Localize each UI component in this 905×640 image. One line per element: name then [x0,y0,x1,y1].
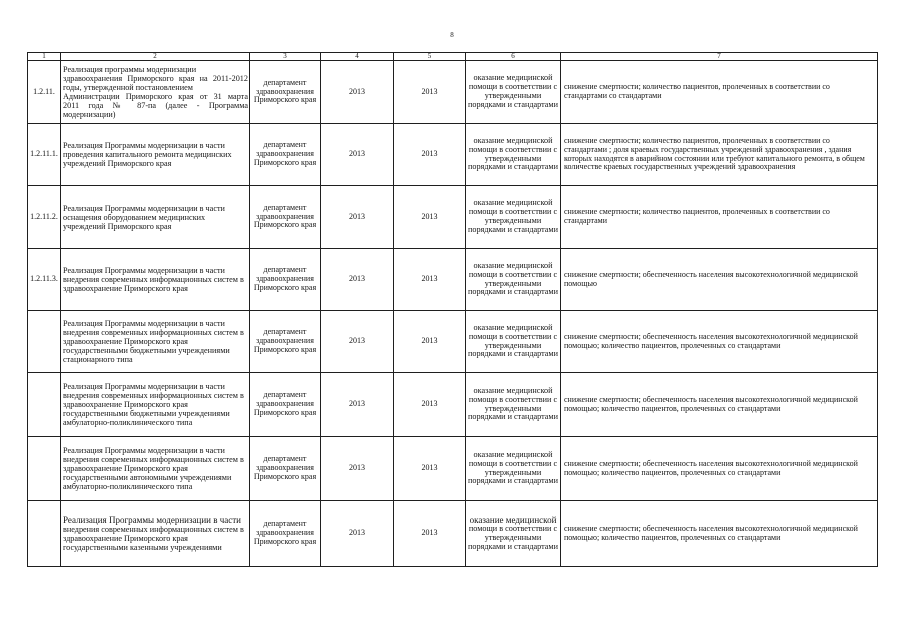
cell-text-line: внедрения современных информационных систем в [63,328,244,337]
cell-text-line: помощью; количество пациентов, пролеченных со стандартами [564,403,781,413]
cell-text-line: снижение смертности; количество пациентов, пролеченных в соответствии со [564,135,830,145]
executor-cell [250,61,321,124]
cell-text-line: помощью; количество пациентов, пролеченных со стандартами [564,467,781,477]
year-cell: 2013 [321,124,394,186]
cell-text-line: утвержденными [484,340,542,350]
outcome-cell [466,249,561,311]
cell-text-line: оказание медицинской [473,385,553,395]
indicators-cell [561,186,878,249]
cell-text-line: здравоохранения [256,211,314,221]
year-cell: 2013 [394,124,466,186]
cell-text-line: Приморского края [253,471,317,481]
cell-text-line: учреждений Приморского края [63,159,172,168]
cell-text-line: департамент [263,140,307,150]
executor-cell [250,373,321,437]
cell-text-line: снижение смертности; обеспеченность населения высокотехнологичной медицинской [564,331,858,341]
cell-text-line: Реализация Программы модернизации в части [63,446,225,455]
cell-text-line: оказание медицинской [473,135,553,145]
executor-cell [250,249,321,311]
item-number-cell [28,373,61,437]
measure-cell [61,186,250,249]
cell-text-line: Приморского края [253,220,317,230]
year-cell: 2013 [394,249,466,311]
year-cell: 2013 [321,373,394,437]
table-row [28,311,878,373]
measure-cell [61,437,250,501]
cell-text-line: здравоохранения [256,336,314,346]
indicators-cell [561,373,878,437]
cell-text-line: количестве краевых государственных учреждений здравоохранения [564,162,796,172]
outcome-cell [466,61,561,124]
cell-text-line: порядками и стандартами [467,99,558,109]
cell-text-line: проведения капитального ремонта медицинских [63,150,232,159]
executor-cell [250,437,321,501]
cell-text-line: порядками и стандартами [467,162,558,172]
cell-text-line: Приморского края [253,536,317,546]
cell-text-line: Администрации Приморского края от 31 марта [63,92,248,101]
cell-text-line: утвержденными [484,403,542,413]
cell-text-line: утвержденными [484,533,542,543]
cell-text-line: департамент [263,390,307,400]
cell-text-line: оснащения оборудованием медицинских [63,212,206,222]
cell-text-line: Приморского края [253,344,317,354]
measure-cell [61,373,250,437]
item-number-cell: 1.2.11.1. [28,124,61,186]
cell-text-line: помощи в соответствии с [468,82,558,92]
cell-text-line: утвержденными [484,278,542,288]
page-number: 8 [450,31,454,39]
table-row [28,124,878,186]
cell-text-line: Приморского края [253,282,317,292]
executor-cell [250,124,321,186]
item-number-cell: 1.2.11. [28,61,61,124]
table-header [28,53,878,61]
column-header-7: 7 [561,53,878,61]
year-cell: 2013 [321,186,394,249]
column-header-2: 2 [61,53,250,61]
table-row [28,501,878,567]
cell-text-line: департамент [263,265,307,275]
cell-text-line: стандартами ; доля краевых государственных учреждений здравоохранения , здания [564,144,852,154]
cell-text-line: внедрения современных информационных систем в [63,391,244,400]
program-table [27,52,878,567]
cell-text-line: здравоохранение Приморского края [63,284,188,293]
cell-text-line: государственными автономными учреждениями [63,473,232,482]
cell-text-line: оказание медицинской [473,260,553,270]
measure-cell [61,501,250,567]
cell-text-line: департамент [263,77,307,87]
cell-text-line: здравоохранения [256,528,314,538]
cell-text-line: Реализация Программы модернизации в части [63,203,225,213]
year-cell: 2013 [394,61,466,124]
cell-text-line: здравоохранения [256,274,314,284]
cell-text-line: Реализация Программы модернизации в части [63,266,225,275]
cell-text-line: помощью; количество пациентов, пролеченных со стандартами [564,340,781,350]
column-header-4: 4 [321,53,394,61]
cell-text-line: модернизации) [63,110,116,119]
cell-text-line: помощи в соответствии с [468,394,558,404]
outcome-cell [466,437,561,501]
year-cell: 2013 [394,373,466,437]
cell-text-line: здравоохранение Приморского края [63,534,188,543]
cell-text-line: внедрения современных информационных систем в [63,275,244,284]
cell-text-line: помощи в соответствии с [468,524,558,534]
measure-cell [61,311,250,373]
column-header-5: 5 [394,53,466,61]
year-cell: 2013 [321,61,394,124]
cell-text-line: порядками и стандартами [467,476,558,486]
indicators-cell [561,437,878,501]
cell-text-line: оказание медицинской [473,73,553,83]
measure-cell [61,124,250,186]
item-number-cell: 1.2.11.3. [28,249,61,311]
cell-text-line: которых находятся в аварийном состоянии или требуют капитального ремонта, в общем [564,153,865,163]
cell-text-line: здравоохранение Приморского края [63,400,188,409]
cell-text-line: снижение смертности; количество пациентов, пролеченных в соответствии со [564,207,830,217]
cell-text-line: амбулаторно-поликлинического типа [63,482,193,491]
cell-text-line: оказание медицинской [473,322,553,332]
year-cell: 2013 [394,311,466,373]
column-header-3: 3 [250,53,321,61]
header-row [28,53,878,61]
item-number-cell [28,311,61,373]
cell-text-line: здравоохранения Приморского края на 2011-2012 [63,74,248,83]
executor-cell [250,501,321,567]
cell-text-line: утвержденными [484,216,542,225]
cell-text-line: Реализация Программы модернизации в части [63,319,225,328]
cell-text-line: Реализация Программы модернизации в части [63,141,225,150]
cell-text-line: государственными казенными учреждениями [63,543,222,552]
cell-text-line: порядками и стандартами [467,541,558,551]
cell-text-line: департамент [263,202,307,212]
executor-cell [250,186,321,249]
cell-text-line: оказание медицинской [473,449,553,459]
cell-text-line: здравоохранения [256,399,314,409]
table-row [28,373,878,437]
cell-text-line: здравоохранения [256,86,314,96]
cell-text-line: помощи в соответствии с [468,458,558,468]
column-header-1: 1 [28,53,61,61]
table-row [28,249,878,311]
cell-text-line: Реализация Программы модернизации в части [63,515,241,525]
outcome-cell [466,311,561,373]
cell-text-line: утвержденными [484,467,542,477]
outcome-cell [466,373,561,437]
cell-text-line: Реализация программы модернизации [63,65,197,74]
cell-text-line: государственными бюджетными учреждениями [63,409,230,418]
cell-text-line: стационарного типа [63,355,133,364]
indicators-cell [561,501,878,567]
year-cell: 2013 [321,437,394,501]
cell-text-line: утвержденными [484,153,542,163]
item-number-cell [28,501,61,567]
cell-text-line: здравоохранение Приморского края [63,337,188,346]
cell-text-line: государственными бюджетными учреждениями [63,346,230,355]
cell-text-line: 2011 года № 87-па (далее - Программа [63,101,248,110]
year-cell: 2013 [394,437,466,501]
cell-text-line: помощи в соответствии с [468,331,558,341]
cell-text-line: снижение смертности; обеспеченность населения высокотехнологичной медицинской [564,269,858,279]
cell-text-line: годы, утвержденной постановлением [63,83,193,92]
cell-text-line: здравоохранение Приморского края [63,464,188,473]
cell-text-line: Приморского края [253,95,317,105]
outcome-cell [466,124,561,186]
table-row [28,437,878,501]
cell-text-line: помощи в соответствии с [468,207,558,217]
indicators-cell [561,61,878,124]
cell-text-line: здравоохранения [256,149,314,159]
cell-text-line: учреждений Приморского края [63,221,172,231]
cell-text-line: помощью; количество пациентов, пролеченных со стандартами [564,532,781,542]
cell-text-line: снижение смертности; количество пациентов, пролеченных в соответствии со [564,82,830,92]
indicators-cell [561,311,878,373]
cell-text-line: порядками и стандартами [467,412,558,422]
outcome-cell [466,501,561,567]
measure-cell [61,249,250,311]
year-cell: 2013 [394,501,466,567]
outcome-cell [466,186,561,249]
year-cell: 2013 [321,311,394,373]
cell-text-line: департамент [263,519,307,529]
cell-text-line: стандартами [564,216,607,225]
cell-text-line: порядками и стандартами [467,287,558,297]
cell-text-line: стандартами со стандартами [564,91,662,100]
cell-text-line: внедрения современных информационных систем в [63,525,244,534]
cell-text-line: оказание медицинской [473,198,553,208]
table-row [28,186,878,249]
cell-text-line: снижение смертности; обеспеченность населения высокотехнологичной медицинской [564,523,858,533]
cell-text-line: снижение смертности; обеспеченность населения высокотехнологичной медицинской [564,458,858,468]
cell-text-line: снижение смертности; обеспеченность населения высокотехнологичной медицинской [564,394,858,404]
cell-text-line: утвержденными [484,91,542,100]
cell-text-line: Реализация Программы модернизации в части [63,382,225,391]
cell-text-line: помощью [564,278,597,288]
cell-text-line: Приморского края [253,157,317,167]
table-body [28,61,878,567]
cell-text-line: департамент [263,454,307,464]
item-number-cell [28,437,61,501]
cell-text-line: Приморского края [253,407,317,417]
cell-text-line: здравоохранения [256,463,314,473]
measure-cell [61,61,250,124]
column-header-6: 6 [466,53,561,61]
cell-text-line: внедрения современных информационных систем в [63,455,244,464]
cell-text-line: порядками и стандартами [467,224,558,234]
year-cell: 2013 [321,249,394,311]
cell-text-line: амбулаторно-поликлинического типа [63,418,193,427]
executor-cell [250,311,321,373]
cell-text-line: департамент [263,327,307,337]
year-cell: 2013 [321,501,394,567]
item-number-cell: 1.2.11.2. [28,186,61,249]
cell-text-line: оказание медицинской [469,515,557,526]
cell-text-line: порядками и стандартами [467,349,558,359]
indicators-cell [561,249,878,311]
table-row [28,61,878,124]
cell-text-line: помощи в соответствии с [468,269,558,279]
cell-text-line: помощи в соответствии с [468,144,558,154]
year-cell: 2013 [394,186,466,249]
indicators-cell [561,124,878,186]
